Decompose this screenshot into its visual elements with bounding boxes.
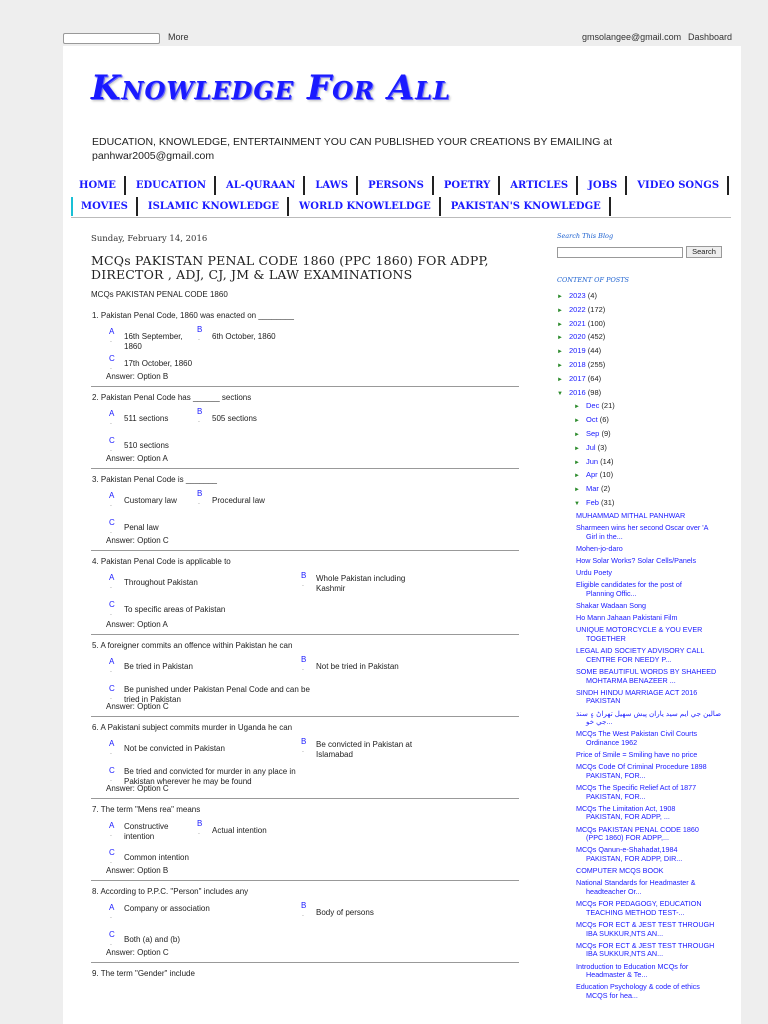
archive-month[interactable] [557,414,727,428]
answer-text: Answer: Option C [106,536,169,545]
post-link-line[interactable]: جي خو... [586,717,613,727]
archive-year-open[interactable] [557,387,727,401]
archive-post-link[interactable] [576,867,727,876]
sidebar [557,232,727,1004]
option-dot: . [110,831,112,838]
post-link-line[interactable]: Eligible candidates for the post of [576,580,682,590]
mcq-question [91,387,519,469]
archive-month-link[interactable]: Sep [586,428,600,438]
post-link-line[interactable]: PAKISTAN, FOR ADPP, DIR... [586,854,683,864]
post-date: Sunday, February 14, 2016 [91,234,208,244]
option-a: 511 sections [124,414,169,423]
option-c: Both (a) and (b) [124,935,181,944]
post-link-line[interactable]: Mohen-jo-daro [576,543,623,553]
archive-count: (64) [585,373,602,383]
archive-count: (172) [585,304,606,314]
triangle-right-icon[interactable]: ► [557,376,563,383]
archive-year-link[interactable]: 2016 [569,387,586,397]
archive-post-link[interactable] [576,668,727,685]
post-link-line[interactable]: (PPC 1860) FOR ADPP,... [586,833,669,843]
post-link-line[interactable]: MOHTARMA BENAZEER ... [586,675,676,685]
option-dot: . [110,667,112,674]
more-link[interactable]: More [168,32,189,42]
post-link-line[interactable]: MCQs The Specific Relief Act of 1877 [576,783,697,793]
archive-post-link[interactable] [576,963,727,980]
archive-year-link[interactable]: 2020 [569,332,586,342]
option-dot: . [110,749,112,756]
archive-post-link[interactable] [576,784,727,801]
archive-count: (14) [598,456,614,466]
option-letter: A [109,491,115,500]
option-c: Be punished under Pakistan Penal Code and can be tried in Pakistan [124,685,310,704]
archive-count: (2) [598,484,611,494]
post-link-line[interactable]: Shakar Wadaan Song [576,601,647,611]
archive-year-link[interactable]: 2023 [569,291,586,300]
triangle-right-icon[interactable]: ► [557,321,563,328]
option-b: Procedural law [212,496,265,505]
archive-post-link[interactable] [576,569,727,578]
archive-month-link[interactable]: Jul [586,442,596,452]
archive-post-link[interactable] [576,751,727,760]
nav-item-video-songs[interactable]: VIDEO SONGS [627,176,729,195]
blog-tagline: EDUCATION, KNOWLEDGE, ENTERTAINMENT YOU CAN PUBLISHED YOUR CREATIONS BY EMAILING at panhwar2005@gmail.com [92,136,613,162]
mcq-question [91,635,519,717]
option-dot: . [110,858,112,865]
post-link-line[interactable]: MCQs The Limitation Act, 1908 [576,803,676,813]
option-letter: A [109,903,115,912]
option-b: Whole Pakistan including Kashmir [316,574,406,593]
archive-post-link[interactable] [576,581,727,598]
option-dot: . [110,419,112,426]
dashboard-link[interactable]: Dashboard [688,32,733,42]
archive-post-link[interactable] [576,614,727,623]
post-link-line[interactable]: SOME BEAUTIFUL WORDS BY SHAHEED [576,667,717,676]
question-text: 8. According to P.P.C. "Person" includes any [92,887,249,896]
archive-month-link[interactable]: Mar [586,484,599,494]
nav-item-home[interactable]: HOME [71,176,126,195]
post-link-line[interactable]: How Solar Works? Solar Cells/Panels [576,555,697,565]
option-dot: . [110,913,112,920]
post-link-line[interactable]: MCQs FOR ECT & JEST TEST THROUGH [576,940,715,950]
archive-year[interactable] [557,318,727,332]
archive-post-link[interactable] [576,983,727,1000]
archive-post-link[interactable] [576,730,727,747]
nav-item-pakistan-s-knowledge[interactable]: PAKISTAN'S KNOWLEDGE [441,197,611,216]
blogger-navbar [0,0,768,44]
option-letter: B [301,737,307,746]
question-text: 5. A foreigner commits an offence within Pakistan he can [92,641,293,650]
archive-month-open[interactable] [557,497,727,511]
archive-month-link[interactable]: Dec [586,401,600,411]
nav-item-persons[interactable]: PERSONS [358,176,434,195]
post-link-line[interactable]: MCQs PAKISTAN PENAL CODE 1860 [576,824,699,834]
option-letter: B [197,489,203,498]
triangle-right-icon[interactable]: ► [574,431,580,438]
post-link-line[interactable]: Ho Mann Jahaan Pakistani Film [576,613,678,623]
question-text: 7. The term "Mens rea" means [92,805,201,814]
archive-year[interactable] [557,373,727,387]
archive-month[interactable] [557,456,727,470]
nav-row-2 [71,196,731,217]
answer-text: Answer: Option C [106,948,169,957]
option-dot: . [110,694,112,701]
post-link-line[interactable]: MCQs FOR PEDAGOGY, EDUCATION [576,899,702,909]
archive-month[interactable] [557,469,727,483]
answer-text: Answer: Option C [106,702,169,711]
post-link-line[interactable]: MCQs Code Of Criminal Procedure 1898 [576,762,707,772]
archive-year[interactable] [557,345,727,359]
post-link-line[interactable]: Introduction to Education MCQs for [576,961,689,971]
main-nav [71,175,731,217]
option-dot: . [110,337,112,344]
post-link-line[interactable]: headteacher Or... [586,887,642,896]
archive-month[interactable] [557,428,727,442]
post-link-line[interactable]: Ordinance 1962 [586,737,638,747]
mcq-question [91,799,519,881]
nav-item-laws[interactable]: LAWS [305,176,358,195]
option-b: Actual intention [212,826,267,835]
post-link-line[interactable]: MCQs The West Pakistan Civil Courts [576,729,698,739]
archive-month[interactable] [557,400,727,414]
option-letter: A [109,409,115,418]
archive-year-link[interactable]: 2022 [569,304,586,314]
archive-count: (100) [585,318,606,328]
archive-year-link[interactable]: 2018 [569,359,586,369]
archive-year[interactable] [557,331,727,345]
search-button[interactable]: Search [686,246,722,258]
archive-post-link[interactable] [576,524,727,541]
option-dot: . [110,776,112,783]
option-letter: A [109,821,115,830]
post-link-line[interactable]: Education Psychology & code of ethics [576,982,700,992]
post-link-line[interactable]: SINDH HINDU MARRIAGE ACT 2016 [576,687,698,697]
option-letter: B [301,655,307,664]
post-link-line[interactable]: TEACHING METHOD TEST-... [586,907,685,917]
mcq-question [91,963,519,993]
triangle-down-icon[interactable]: ▼ [574,500,580,507]
post-link-line[interactable]: MCQs Qanun-e-Shahadat,1984 [576,845,678,855]
option-c: 510 sections [124,441,169,450]
option-letter: C [109,436,115,445]
question-text: 4. Pakistan Penal Code is applicable to [92,557,231,566]
option-letter: C [109,518,115,527]
option-b: Not be tried in Pakistan [316,662,399,671]
mcq-question [91,551,519,635]
archive-post-link[interactable] [576,879,727,896]
option-dot: . [302,581,304,588]
post-link-line[interactable]: TOGETHER [586,634,626,644]
option-dot: . [198,829,200,836]
archive-year[interactable] [557,304,727,318]
triangle-right-icon[interactable]: ► [574,459,580,466]
post-link-line[interactable]: صالين جي ايم سيد ياران پيش سهيل تهراڻ ۽ سنڌ [576,708,722,718]
archive-count: (21) [599,401,615,411]
option-a: Throughout Pakistan [124,578,198,587]
search-input[interactable] [557,247,683,258]
option-c: Common intention [124,853,189,862]
archive-count: (9) [599,428,611,438]
archive-count: (44) [585,346,602,356]
post-link-line[interactable]: LEGAL AID SOCIETY ADVISORY CALL [576,646,705,656]
search-heading: Search This Blog [557,232,614,240]
archive-count: (6) [597,415,609,425]
post-link-line[interactable]: Sharmeen wins her second Oscar over 'A [576,522,709,532]
nav-item-movies[interactable]: MOVIES [71,197,138,216]
option-dot: . [110,610,112,617]
option-b: 6th October, 1860 [212,332,276,341]
option-a: Not be convicted in Pakistan [124,744,225,753]
question-text: 9. The term "Gender" include [92,969,195,978]
answer-text: Answer: Option B [106,866,169,875]
post-link-line[interactable]: National Standards for Headmaster & [576,878,696,888]
archive-count: (31) [598,497,615,507]
option-dot: . [110,446,112,453]
archive-month[interactable] [557,442,727,456]
option-dot: . [302,747,304,754]
option-letter: A [109,657,115,666]
answer-text: Answer: Option C [106,784,169,793]
post-link-line[interactable]: Headmaster & Te... [586,970,648,980]
option-c: Be tried and convicted for murder in any place in Pakistan wherever he may be found [124,767,296,786]
nav-item-islamic-knowledge[interactable]: ISLAMIC KNOWLEDGE [138,197,289,216]
option-dot: . [198,417,200,424]
archive-post-link[interactable] [576,921,727,938]
mcq-question [91,305,519,387]
archive-month-link[interactable]: Oct [586,415,598,425]
archive-year[interactable] [557,359,727,373]
triangle-right-icon[interactable]: ► [574,487,580,494]
triangle-right-icon[interactable]: ► [574,418,580,425]
archive-post-link[interactable] [576,557,727,566]
answer-text: Answer: Option B [106,372,169,381]
option-letter: B [197,819,203,828]
option-c: Penal law [124,523,159,532]
triangle-right-icon[interactable]: ► [574,473,580,480]
archive-post-link[interactable] [576,900,727,917]
post-link-line[interactable]: COMPUTER MCQS BOOK [576,866,664,876]
nav-item-articles[interactable]: ARTICLES [500,176,578,195]
archive-year-link[interactable]: 2021 [569,318,586,328]
option-letter: B [197,407,203,416]
option-a: 16th September, 1860 [124,332,183,351]
post-link-line[interactable]: Planning Offic... [586,588,637,598]
answer-text: Answer: Option A [106,620,168,629]
option-dot: . [198,499,200,506]
option-dot: . [110,583,112,590]
option-b: Body of persons [316,908,374,917]
mcq-question [91,881,519,963]
archive-month[interactable] [557,483,727,497]
option-dot: . [302,665,304,672]
nav-divider [71,217,731,218]
archive-month-link[interactable]: Jun [586,456,599,466]
archive-year-link[interactable]: 2019 [569,346,586,356]
option-letter: C [109,766,115,775]
post-link-line[interactable]: IBA SUKKUR,NTS AN... [586,949,664,959]
option-c: To specific areas of Pakistan [124,605,226,614]
search-row [557,246,727,258]
archive-post-link[interactable] [576,512,727,521]
archive-post-link[interactable] [576,647,727,664]
option-b: Be convicted in Pakistan at Islamabad [316,740,413,759]
post-link-line[interactable]: PAKISTAN [586,696,621,706]
archive-post-link[interactable] [576,626,727,643]
archive-year[interactable] [557,290,727,304]
archive-post-link[interactable] [576,826,727,843]
option-dot: . [110,940,112,947]
question-text: 2. Pakistan Penal Code has ______ sections [92,393,252,402]
option-letter: B [301,901,307,910]
nav-item-world-knowleldge[interactable]: WORLD KNOWLELDGE [289,197,441,216]
archive-count: (3) [595,442,607,452]
blog-page [63,46,741,1024]
option-dot: . [302,911,304,918]
option-b: 505 sections [212,414,257,423]
archive-month-link[interactable]: Apr [586,470,598,480]
archive-year-link[interactable]: 2017 [569,373,586,383]
archive-count: (452) [585,332,606,342]
option-dot: . [198,335,200,342]
triangle-right-icon[interactable]: ► [557,294,563,300]
triangle-down-icon[interactable]: ▼ [557,390,563,397]
post-column [91,234,519,993]
post-link-line[interactable]: MUHAMMAD MITHAL PANHWAR [576,510,686,520]
triangle-right-icon[interactable]: ► [557,307,563,314]
archive-post-link[interactable] [576,942,727,959]
post-link-line[interactable]: Urdu Poety [576,568,612,578]
post-link-line[interactable]: Girl in the... [586,531,623,541]
mcq-question [91,469,519,551]
account-email[interactable]: gmsolangee@gmail.com [582,32,682,42]
question-text: 1. Pakistan Penal Code, 1860 was enacted on ________ [92,311,294,320]
nav-row-1 [71,175,731,196]
mcq-question [91,717,519,799]
blog-archive [557,276,727,1001]
archive-post-link[interactable] [576,805,727,822]
triangle-right-icon[interactable]: ► [574,404,580,411]
option-dot: . [110,364,112,371]
option-a: Constructive intention [124,822,169,841]
archive-post-link[interactable] [576,763,727,780]
post-subtitle: MCQs PAKISTAN PENAL CODE 1860 [91,290,228,299]
question-text: 6. A Pakistani subject commits murder in Uganda he can [92,723,293,732]
mcq-list [91,305,519,993]
triangle-right-icon[interactable]: ► [557,335,563,342]
blog-title[interactable]: Knowledge For All [91,68,451,108]
archive-post-link[interactable] [576,689,727,706]
option-letter: A [109,327,115,336]
option-letter: C [109,848,115,857]
archive-count: (10) [597,470,614,480]
option-dot: . [110,528,112,535]
archive-count: (98) [585,387,602,397]
post-link-line[interactable]: Price of Smile = Smiling have no price [576,750,698,760]
nav-item-education[interactable]: EDUCATION [126,176,216,195]
archive-post-link[interactable] [576,545,727,554]
option-a: Customary law [124,496,177,505]
option-dot: . [110,501,112,508]
nav-item-jobs[interactable]: JOBS [578,176,627,195]
option-c: 17th October, 1860 [124,359,193,368]
post-link-line[interactable]: MCQs FOR ECT & JEST TEST THROUGH [576,919,715,929]
archive-post-list [557,512,727,1001]
option-letter: A [109,739,115,748]
navbar-search-input[interactable] [63,33,160,44]
post-link-line[interactable]: PAKISTAN, FOR ADPP, ... [586,812,670,822]
post-link-line[interactable]: IBA SUKKUR,NTS AN... [586,928,664,938]
archive-post-link[interactable] [576,710,727,727]
triangle-right-icon[interactable]: ► [574,445,580,452]
nav-item-poetry[interactable]: POETRY [434,176,500,195]
option-letter: C [109,684,115,693]
post-link-line[interactable]: CENTRE FOR NEEDY P... [586,654,672,664]
question-text: 3. Pakistan Penal Code is _______ [92,475,217,484]
option-letter: C [109,600,115,609]
answer-text: Answer: Option A [106,454,168,463]
archive-month-link[interactable]: Feb [586,497,599,507]
option-letter: B [301,571,307,580]
post-link-line[interactable]: UNIQUE MOTORCYCLE & YOU EVER [576,625,703,635]
post-title[interactable]: MCQs PAKISTAN PENAL CODE 1860 (PPC 1860) FOR ADPP, DIRECTOR , ADJ, CJ, JM & LAW EXAMINATIONS [91,253,489,282]
option-letter: C [109,930,115,939]
option-a: Company or association [124,904,210,913]
post-link-line[interactable]: MCQS for hea... [586,990,638,1000]
post-link-line[interactable]: PAKISTAN, FOR... [586,791,646,801]
triangle-right-icon[interactable]: ► [557,349,563,356]
nav-item-al-quraan[interactable]: AL-QURAAN [216,176,305,195]
archive-list [557,290,727,1001]
option-a: Be tried in Pakistan [124,662,193,671]
triangle-right-icon[interactable]: ► [557,362,563,369]
option-letter: A [109,573,115,582]
option-letter: B [197,325,203,334]
archive-heading: CONTENT OF POSTS [557,276,630,284]
archive-post-link[interactable] [576,846,727,863]
archive-count: (4) [585,291,597,300]
archive-post-link[interactable] [576,602,727,611]
archive-count: (255) [585,359,606,369]
option-letter: C [109,354,115,363]
post-link-line[interactable]: PAKISTAN, FOR... [586,770,646,780]
